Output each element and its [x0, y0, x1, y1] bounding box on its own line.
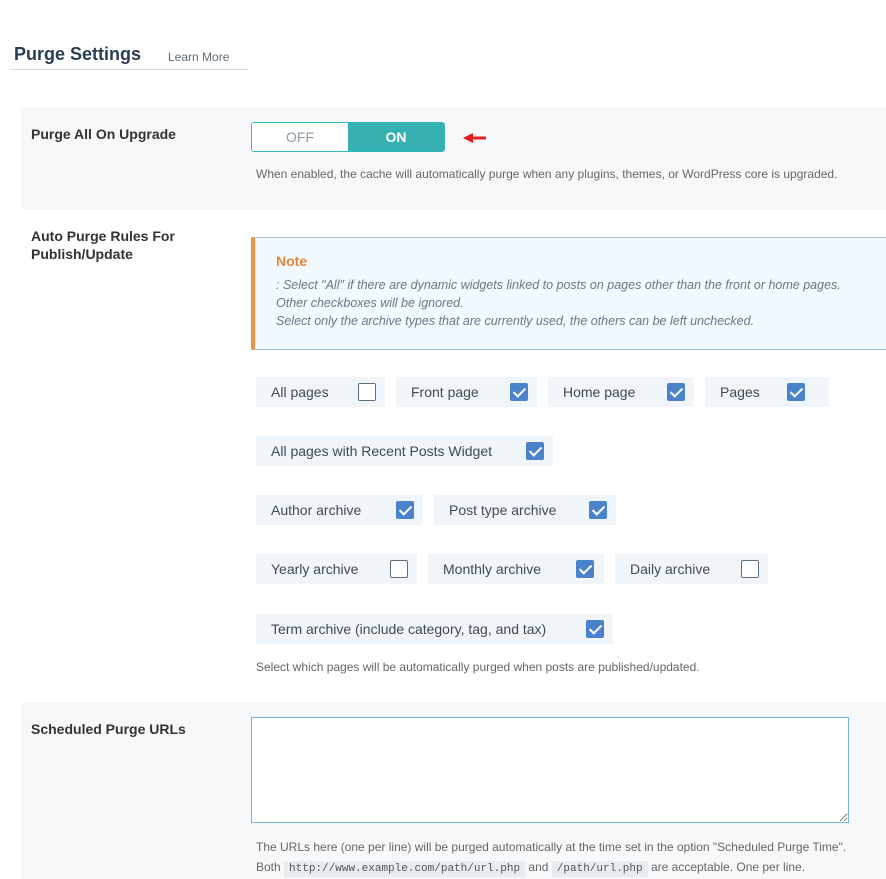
option-label: Yearly archive	[271, 561, 359, 577]
option-front-page[interactable]	[396, 377, 537, 407]
scheduled-purge-examples	[256, 857, 805, 879]
note-line-1: : Select "All" if there are dynamic widgets linked to posts on pages other than the front or home pages.	[276, 278, 841, 292]
checkbox-checked[interactable]	[510, 383, 528, 401]
scheduled-purge-label: Scheduled Purge URLs	[31, 721, 186, 737]
purge-upgrade-label: Purge All On Upgrade	[31, 126, 176, 142]
option-author-archive[interactable]	[256, 495, 423, 525]
learn-more-link[interactable]: Learn More	[168, 50, 230, 64]
option-label: Post type archive	[449, 502, 557, 518]
checkbox-checked[interactable]	[526, 442, 544, 460]
option-home-page[interactable]	[548, 377, 694, 407]
purge-upgrade-toggle[interactable]	[251, 122, 445, 152]
scheduled-purge-urls-textarea[interactable]	[251, 717, 849, 823]
option-post-type-archive[interactable]	[434, 495, 616, 525]
auto-purge-label-line1: Auto Purge Rules For	[31, 228, 175, 244]
option-label: Daily archive	[630, 561, 711, 577]
code-example-full-url: http://www.example.com/path/url.php	[284, 861, 525, 877]
purge-upgrade-description: When enabled, the cache will automatically purge when any plugins, themes, or WordPress core is upgraded.	[256, 167, 838, 181]
option-label: Pages	[720, 384, 760, 400]
code-example-path: /path/url.php	[552, 861, 648, 877]
auto-purge-label-line2: Publish/Update	[31, 246, 133, 262]
page-title: Purge Settings	[14, 44, 142, 64]
option-label: Author archive	[271, 502, 362, 518]
checkbox-unchecked[interactable]	[358, 383, 376, 401]
option-label: Term archive (include category, tag, and tax)	[271, 621, 547, 637]
checkbox-checked[interactable]	[586, 620, 604, 638]
toggle-off-button[interactable]: OFF	[252, 123, 348, 151]
option-all-pages[interactable]	[256, 377, 385, 407]
checkbox-unchecked[interactable]	[741, 560, 759, 578]
section-header	[10, 40, 248, 70]
checkbox-checked[interactable]	[589, 501, 607, 519]
option-pages[interactable]	[705, 377, 829, 407]
option-label: Home page	[563, 384, 636, 400]
option-monthly-archive[interactable]	[428, 554, 604, 584]
option-yearly-archive[interactable]	[256, 554, 417, 584]
purge-upgrade-row	[21, 107, 886, 209]
red-arrow-icon	[463, 132, 487, 144]
checkbox-checked[interactable]	[667, 383, 685, 401]
checkbox-checked[interactable]	[396, 501, 414, 519]
desc-end: are acceptable. One per line.	[650, 860, 806, 874]
option-label: Front page	[411, 384, 479, 400]
option-label: Monthly archive	[443, 561, 542, 577]
checkbox-unchecked[interactable]	[390, 560, 408, 578]
desc-both: Both	[256, 860, 281, 874]
option-term-archive[interactable]	[256, 614, 613, 644]
note-box	[251, 237, 886, 350]
auto-purge-label	[31, 227, 175, 263]
desc-and: and	[528, 860, 549, 874]
scheduled-purge-description: The URLs here (one per line) will be purged automatically at the time set in the option "Scheduled Purge Time".	[256, 840, 847, 854]
toggle-on-button[interactable]: ON	[348, 123, 444, 151]
note-line-2: Other checkboxes will be ignored.	[276, 296, 464, 310]
auto-purge-description: Select which pages will be automatically purged when posts are published/updated.	[256, 660, 700, 674]
note-line-3: Select only the archive types that are currently used, the others can be left unchecked.	[276, 314, 755, 328]
note-title: Note	[276, 253, 308, 269]
checkbox-checked[interactable]	[576, 560, 594, 578]
option-daily-archive[interactable]	[615, 554, 768, 584]
option-label: All pages with Recent Posts Widget	[271, 443, 492, 459]
option-label: All pages	[271, 384, 329, 400]
checkbox-checked[interactable]	[787, 383, 805, 401]
option-recent-posts-widget[interactable]	[256, 436, 553, 466]
